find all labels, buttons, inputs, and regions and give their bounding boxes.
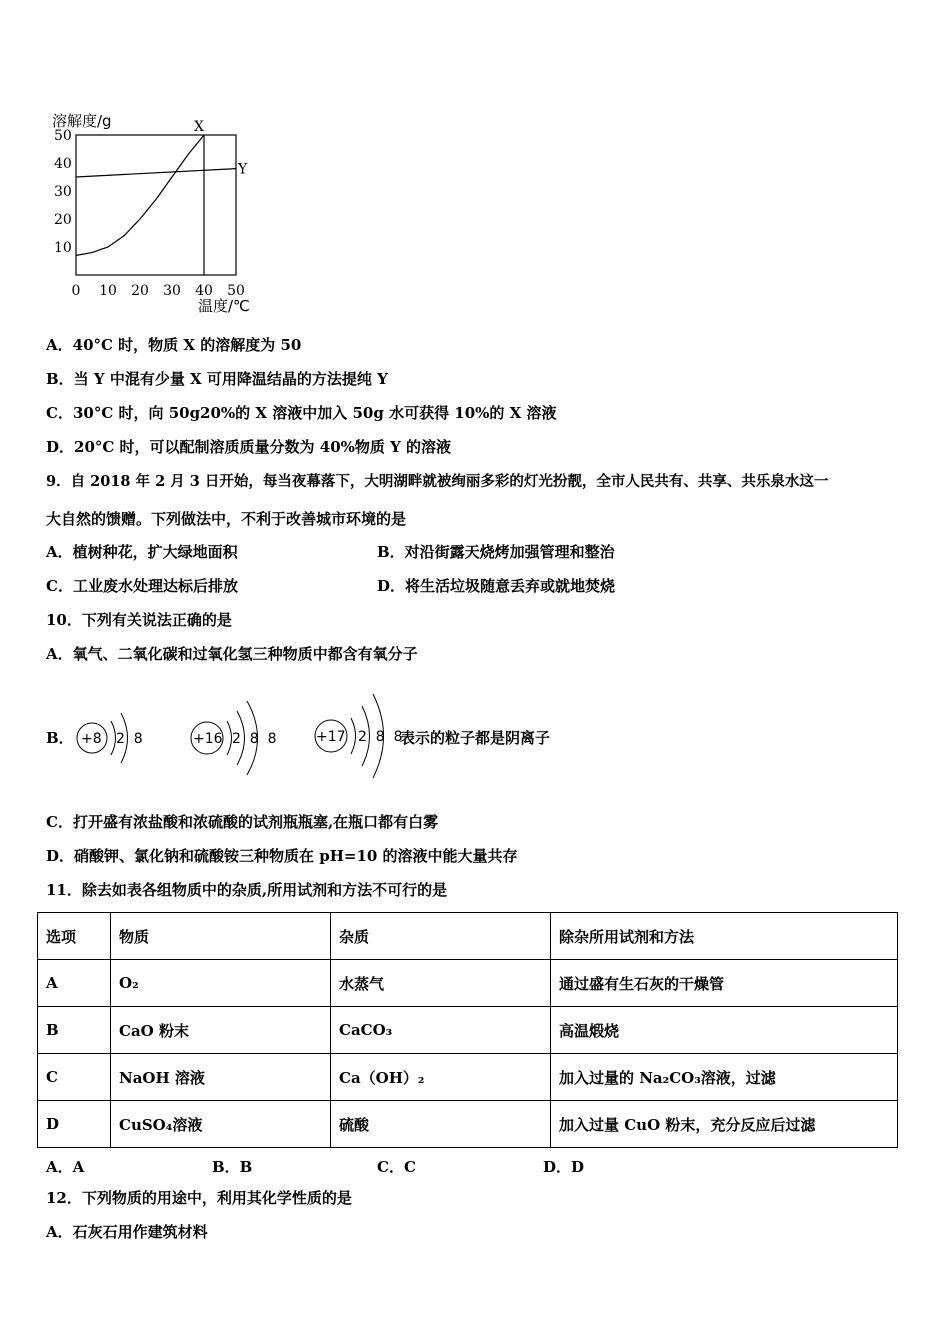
q11-stem: 11．除去如表各组物质中的杂质,所用试剂和方法不可行的是 [46,881,448,899]
atom-sulfur-ion [191,701,277,775]
table-row [38,1054,898,1101]
y-tick-label: 30 [54,184,72,200]
row-impurity: 水蒸气 [331,960,551,1007]
series-x-curve [76,135,204,255]
q11-answer-b: B．B [212,1158,253,1176]
header-option: 选项 [38,913,111,960]
atom-structure-diagrams [40,676,600,796]
q8-option-d: D．20°C 时，可以配制溶质质量分数为 40%物质 Y 的溶液 [46,438,452,456]
x-tick-label: 10 [99,283,117,299]
y-tick-label: 20 [54,212,72,228]
q8-option-a: A．40°C 时，物质 X 的溶解度为 50 [46,336,302,354]
q9-stem-line2: 大自然的馈赠。下列做法中，不利于改善城市环境的是 [46,510,407,528]
solubility-chart [48,108,278,318]
row-substance: CaO 粉末 [111,1007,331,1054]
table-row [38,1007,898,1054]
atom-chlorine [315,694,403,778]
q10-option-c: C．打开盛有浓盐酸和浓硫酸的试剂瓶瓶塞,在瓶口都有白雾 [46,813,439,831]
series-x-label: X [194,119,204,135]
y-tick-label: 50 [54,128,72,144]
table-header-row [38,913,898,960]
q8-option-c: C．30°C 时，向 50g20%的 X 溶液中加入 50g 水可获得 10%的 X 溶液 [46,404,557,422]
row-method: 高温煅烧 [551,1007,898,1054]
x-tick-label: 30 [163,283,181,299]
row-method: 加入过量 CuO 粉末，充分反应后过滤 [551,1101,898,1148]
row-impurity: CaCO₃ [331,1007,551,1054]
q10-stem: 10．下列有关说法正确的是 [46,611,232,629]
atom-oxygen-ion [77,713,143,763]
q9-option-c: C．工业废水处理达标后排放 [46,577,238,595]
nucleus-charge-2: +16 [193,731,223,747]
q9-option-d: D．将生活垃圾随意丢弃或就地焚烧 [377,577,616,595]
row-substance: O₂ [111,960,331,1007]
x-tick-label: 40 [195,283,213,299]
q9-option-b: B．对沿街露天烧烤加强管理和整治 [377,543,615,561]
q9-stem-line1: 9．自 2018 年 2 月 3 日开始，每当夜幕落下，大明湖畔就被绚丽多彩的灯光扮靓，全市人民共有、共享、共乐泉水这一 [46,473,829,490]
q10-option-b-text: 表示的粒子都是阴离子 [400,729,551,747]
table-row [38,960,898,1007]
row-option: D [38,1101,111,1148]
row-method: 通过盛有生石灰的干燥管 [551,960,898,1007]
q11-answer-d: D．D [543,1158,585,1176]
y-tick-label: 10 [54,240,72,256]
q12-option-a: A．石灰石用作建筑材料 [46,1223,208,1241]
q11-answer-c: C．C [377,1158,416,1176]
table-row [38,1101,898,1148]
row-option: A [38,960,111,1007]
electron-shells-1: 2 8 [116,731,143,747]
row-impurity: Ca（OH）₂ [331,1054,551,1101]
x-tick-label: 0 [71,283,81,299]
row-method: 加入过量的 Na₂CO₃溶液，过滤 [551,1054,898,1101]
y-tick-label: 40 [54,156,72,172]
header-method: 除杂所用试剂和方法 [551,913,898,960]
nucleus-charge-1: +8 [81,731,102,747]
row-impurity: 硫酸 [331,1101,551,1148]
electron-shells-3: 2 8 8 [358,729,403,745]
row-substance: CuSO₄溶液 [111,1101,331,1148]
x-axis-label: 温度/℃ [198,297,250,315]
q10-option-a: A．氧气、二氧化碳和过氧化氢三种物质中都含有氧分子 [46,645,418,663]
row-option: B [38,1007,111,1054]
row-substance: NaOH 溶液 [111,1054,331,1101]
q10-option-b-label: B． [46,729,74,747]
q12-stem: 12．下列物质的用途中，利用其化学性质的是 [46,1189,352,1207]
x-tick-label: 20 [131,283,149,299]
nucleus-charge-3: +17 [316,729,346,745]
series-y-line [76,169,236,177]
y-axis-label: 溶解度/g [52,112,112,130]
q11-answer-a: A．A [46,1158,85,1176]
q8-option-b: B．当 Y 中混有少量 X 可用降温结晶的方法提纯 Y [46,370,388,388]
series-y-label: Y [238,161,248,178]
header-substance: 物质 [111,913,331,960]
electron-shells-2: 2 8 8 [232,731,277,747]
row-option: C [38,1054,111,1101]
impurity-table [37,912,898,1148]
q9-option-a: A．植树种花，扩大绿地面积 [46,543,238,561]
x-tick-label: 50 [227,283,245,299]
header-impurity: 杂质 [331,913,551,960]
chart-frame [76,135,236,275]
q10-option-d: D．硝酸钾、氯化钠和硫酸铵三种物质在 pH=10 的溶液中能大量共存 [46,847,518,865]
